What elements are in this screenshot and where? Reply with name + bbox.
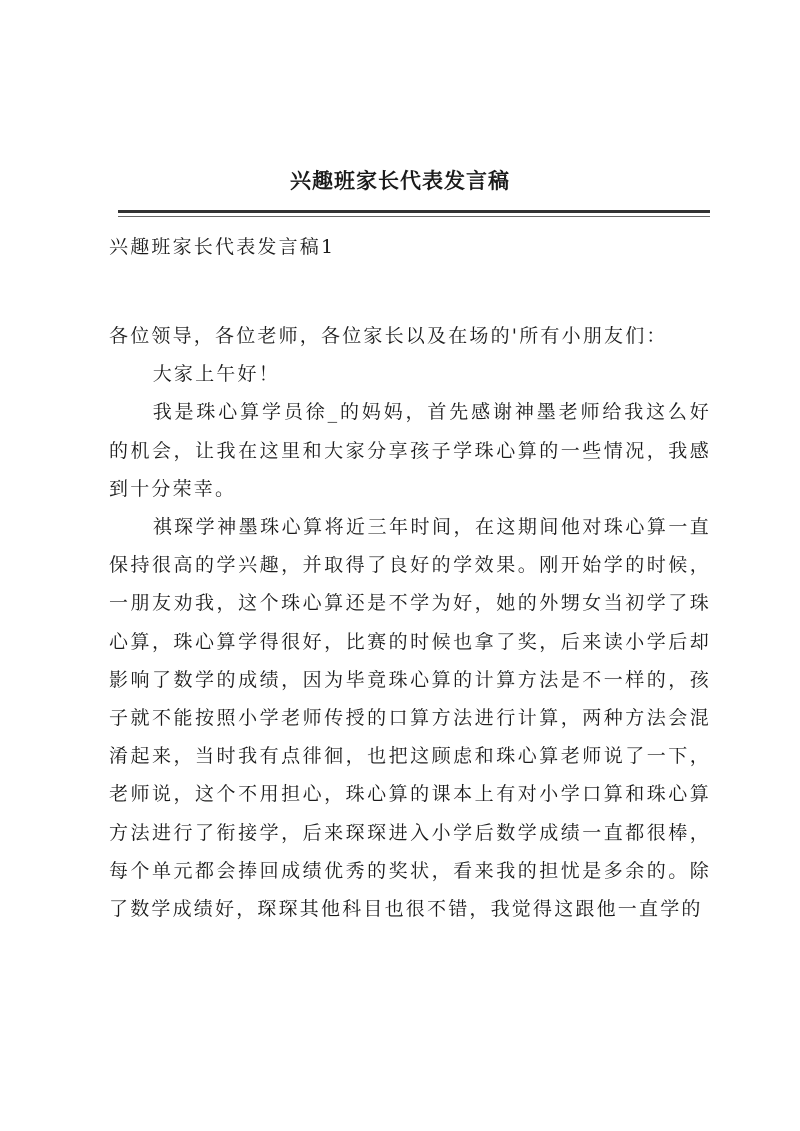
- paragraph: 祺琛学神墨珠心算将近三年时间，在这期间他对珠心算一直保持很高的学兴趣，并取得了良好的学效果。刚开始学的时候，一朋友劝我，这个珠心算还是不学为好，她的外甥女当初学了珠心算，珠心算学得很好，比赛的时候也拿了奖，后来读小学后却影响了数学的成绩，因为毕竟珠心算的计算方法是不一样的，孩子就不能按照小学老师传授的口算方法进行计算，两种方法会混淆起来，当时我有点徘徊，也把这顾虑和珠心算老师说了一下，老师说，这个不用担心，珠心算的课本上有对小学口算和珠心算方法进行了衔接学，后来琛琛进入小学后数学成绩一直都很棒，每个单元都会捧回成绩优秀的奖状，看来我的担忧是多余的。除了数学成绩好，琛琛其他科目也很不错，我觉得这跟他一直学的: [109, 516, 711, 921]
- paragraph: 我是珠心算学员徐_的妈妈，首先感谢神墨老师给我这么好的机会，让我在这里和大家分享孩子学珠心算的一些情况，我感到十分荣幸。: [109, 401, 711, 500]
- title-divider: [118, 210, 710, 213]
- salutation: 各位领导，各位老师，各位家长以及在场的'所有小朋友们：: [109, 325, 668, 347]
- document-title: 兴趣班家长代表发言稿: [290, 168, 510, 193]
- greeting: 大家上午好！: [152, 363, 280, 386]
- title-divider-thin: [118, 216, 710, 217]
- section-heading: 兴趣班家长代表发言稿1: [109, 236, 336, 258]
- document-body: [109, 317, 711, 928]
